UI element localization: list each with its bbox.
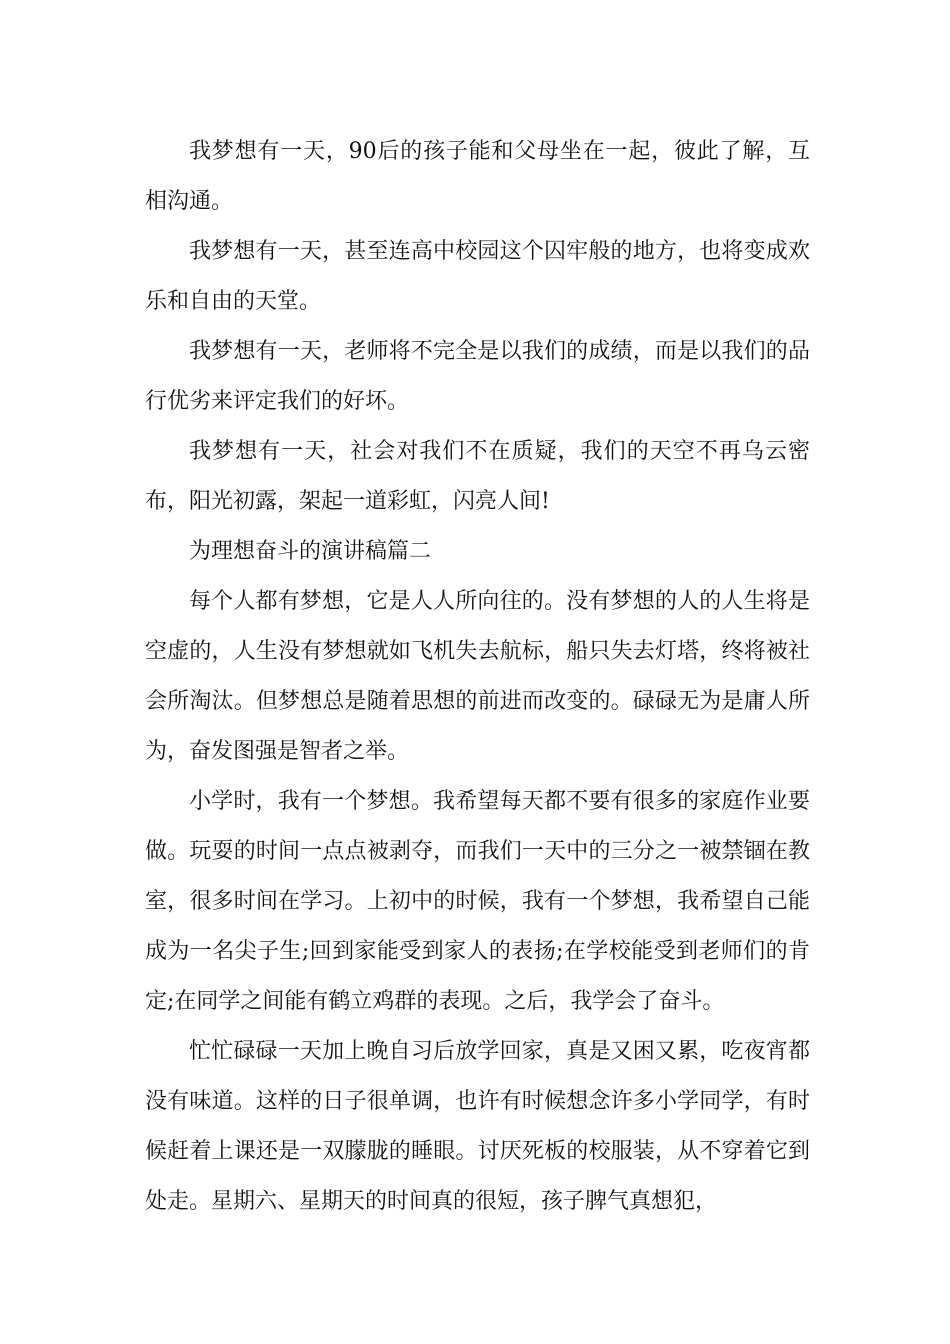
paragraph-2: 我梦想有一天，甚至连高中校园这个囚牢般的地方，也将变成欢乐和自由的天堂。 (145, 239, 810, 314)
paragraph-4: 我梦想有一天，社会对我们不在质疑，我们的天空不再乌云密布，阳光初露，架起一道彩虹，闪亮人间! (145, 439, 810, 514)
document-body (145, 127, 810, 1227)
section-heading: 为理想奋斗的演讲稿篇二 (189, 539, 432, 564)
paragraph-7: 忙忙碌碌一天加上晚自习后放学回家，真是又困又累，吃夜宵都没有味道。这样的日子很单调，也许有时候想念许多小学同学，有时候赶着上课还是一双朦胧的睡眼。讨厌死板的校服装，从不穿着它到处走。星期六、星期天的时间真的很短，孩子脾气真想犯， (145, 1039, 810, 1214)
paragraph-5: 每个人都有梦想，它是人人所向往的。没有梦想的人的人生将是空虚的，人生没有梦想就如飞机失去航标，船只失去灯塔，终将被社会所淘汰。但梦想总是随着思想的前进而改变的。碌碌无为是庸人所为，奋发图强是智者之举。 (145, 589, 810, 764)
paragraph-1: 我梦想有一天，90后的孩子能和父母坐在一起，彼此了解，互相沟通。 (145, 139, 810, 214)
paragraph-3: 我梦想有一天，老师将不完全是以我们的成绩，而是以我们的品行优劣来评定我们的好坏。 (145, 339, 810, 414)
paragraph-6: 小学时，我有一个梦想。我希望每天都不要有很多的家庭作业要做。玩耍的时间一点点被剥夺，而我们一天中的三分之一被禁锢在教室，很多时间在学习。上初中的时候，我有一个梦想，我希望自己能成为一名尖子生;回到家能受到家人的表扬;在学校能受到老师们的肯定;在同学之间能有鹤立鸡群的表现。之后，我学会了奋斗。 (145, 789, 810, 1014)
